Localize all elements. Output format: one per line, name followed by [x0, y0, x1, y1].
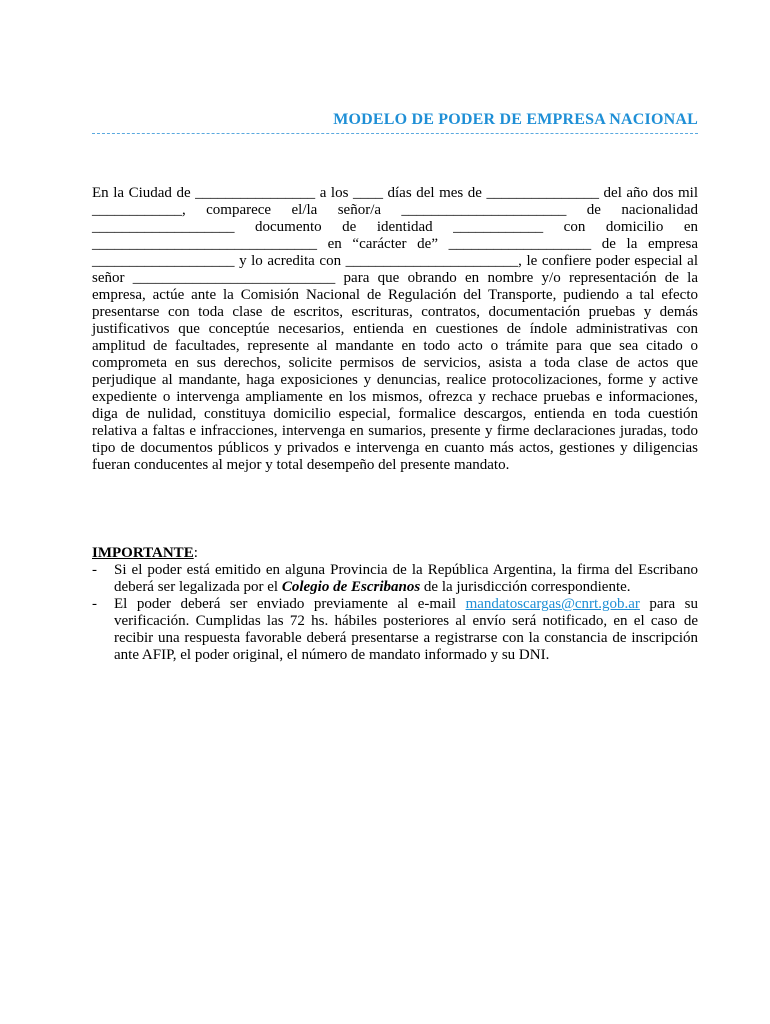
bullet-dash: - [92, 562, 97, 578]
item1-emphasis: Colegio de Escribanos [281, 579, 421, 595]
important-heading-colon: : [193, 545, 198, 561]
document-title: MODELO DE PODER DE EMPRESA NACIONAL [333, 111, 698, 128]
important-heading-text: IMPORTANTE [92, 545, 194, 561]
bullet-dash: - [92, 596, 97, 612]
important-section [92, 545, 698, 664]
item1-text-before: Si el poder está emitido en alguna Provincia de la República Argentina, la firma del Escribano deberá ser legalizada por el [114, 562, 698, 595]
email-link[interactable]: mandatoscargas@cnrt.gob.ar [465, 596, 640, 612]
item2-text-after: para su verificación. Cumplidas las 72 hs. hábiles posteriores al envío será notificado, en el caso de recibir una respuesta favorable deberá presentarse a registrarse con la constancia de inscripción ante AFIP, el poder original, el número de mandato informado y su DNI. [114, 596, 698, 663]
important-item-legalization [92, 562, 698, 596]
body-paragraph: En la Ciudad de ________________ a los ____ días del mes de _______________ del año dos mil ____________, comparece el/la señor/a ______________________ de nacionalidad ___________________ documento de identidad ____________ con domicilio en ______________________________ en “carácter de” ___________________ de la empresa ___________________ y lo acredita con _______________________, le confiere poder especial al señor ___________________________ para que obrando en nombre y/o representación de la empresa, actúe ante la Comisión Nacional de Regulación del Transporte, pudiendo a tal efecto presentarse con toda clase de escritos, escrituras, contratos, documentación pruebas y demás justificativos que conceptúe necesarios, entienda en cuestiones de índole administrativas con amplitud de facultades, represente al mandante en todo acto o trámite para que sea citado o comprometa en sus derechos, solicite permisos de servicios, asista a toda clase de actos que perjudique al mandante, haga exposiciones y denuncias, realice protocolizaciones, forme y active expediente o intervenga ampliamente en los mismos, ofrezca y rechace pruebas e informaciones, diga de nulidad, constituya domicilio especial, formalice descargos, entienda en toda cuestión relativa a faltas e infracciones, intervenga en sumarios, presente y firme declaraciones juradas, todo tipo de documentos públicos y privados e intervenga en cuanto más actos, gestiones y diligencias fueran conducentes al mejor y total desempeño del presente mandato. [92, 185, 698, 473]
item1-text-after: de la jurisdicción correspondiente. [420, 579, 631, 595]
important-list [92, 562, 698, 664]
important-item-email [92, 596, 698, 664]
title-divider [92, 133, 698, 134]
important-heading [92, 545, 698, 562]
item2-text-before: El poder deberá ser enviado previamente al e-mail [114, 596, 466, 612]
